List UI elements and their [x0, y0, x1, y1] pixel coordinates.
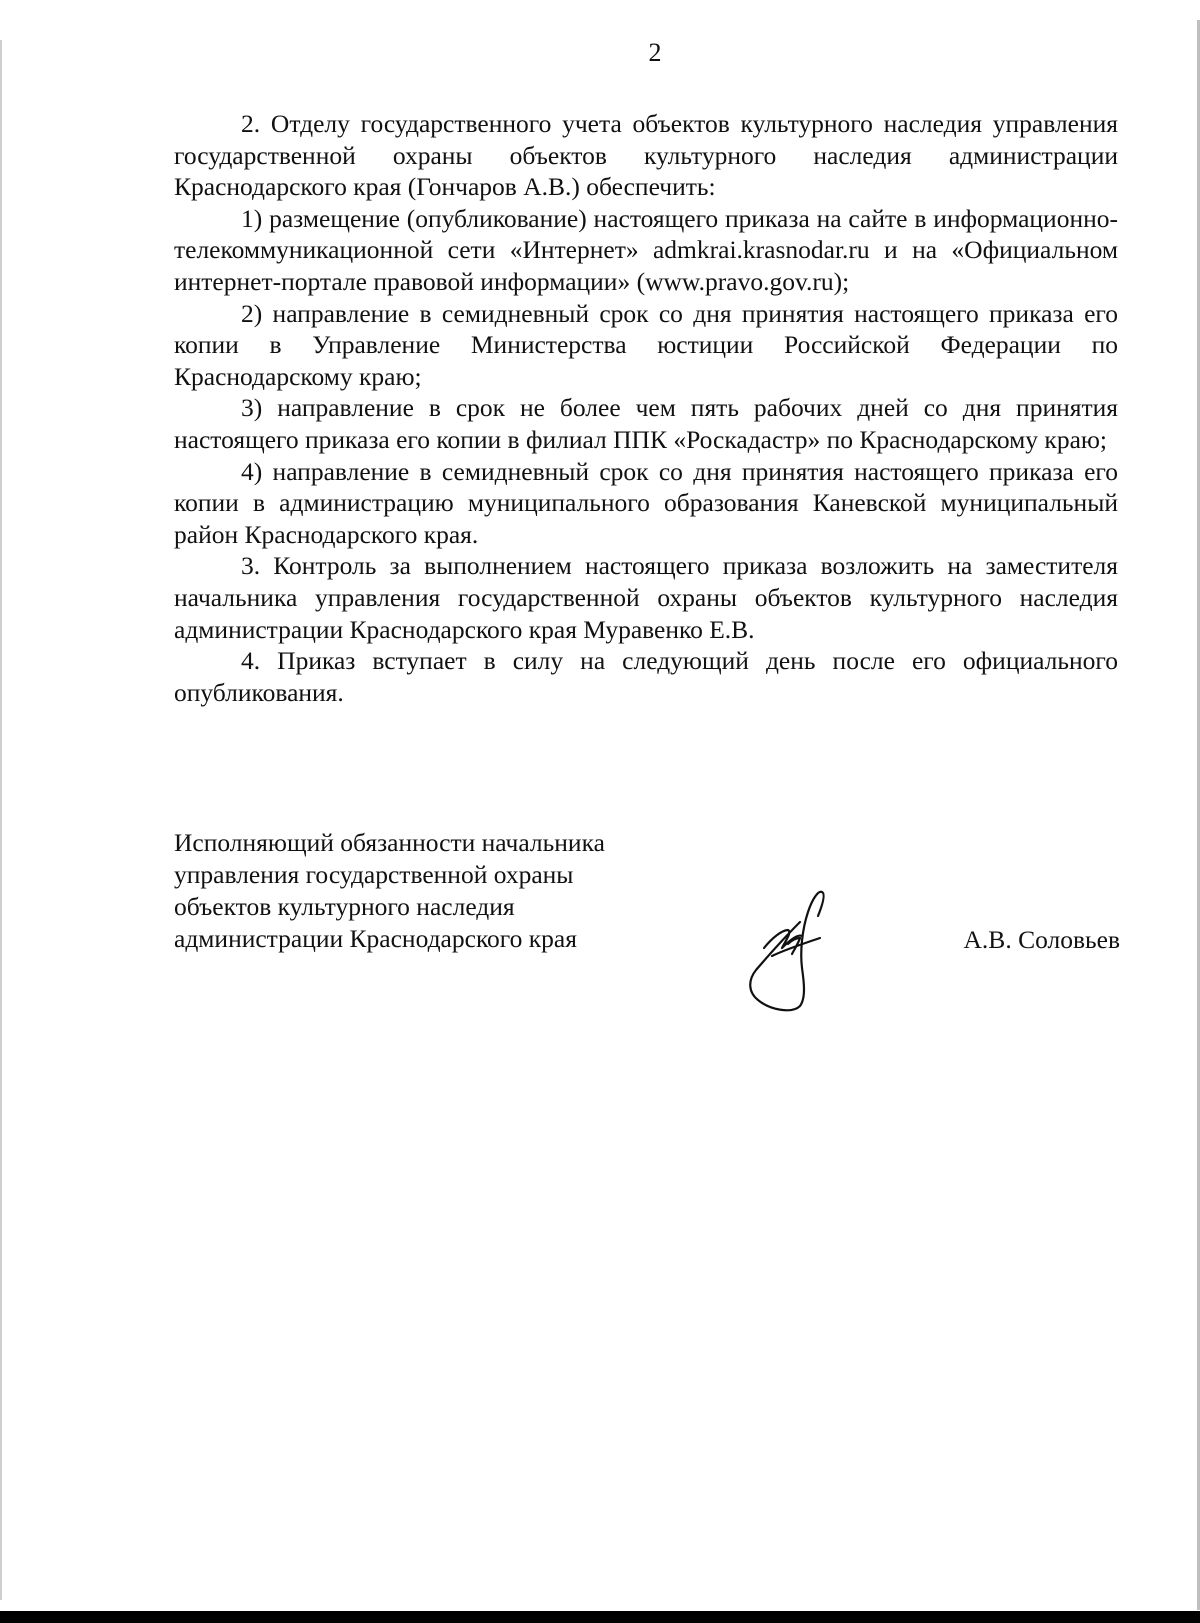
paragraph-subitem-3: 3) направление в срок не более чем пять рабочих дней со дня принятия настоящего приказа его копии в филиал ППК «Роскадастр» по Краснодарскому краю;	[174, 393, 1118, 454]
paragraph-item-3: 3. Контроль за выполнением настоящего приказа возложить на заместителя начальника управления государственной охраны объектов культурного наследия администрации Краснодарского края Муравенко Е.В.	[174, 551, 1118, 644]
paragraph-subitem-1: 1) размещение (опубликование) настоящего приказа на сайте в информационно-телекоммуникационной сети «Интернет» admkrai.krasnodar.ru и на «Официальном интернет-портале правовой информации» (www.pravo.gov.ru);	[174, 203, 1118, 296]
position-line: управления государственной охраны	[174, 860, 574, 889]
signer-name: А.В. Соловьев	[963, 925, 1120, 954]
position-line: объектов культурного наследия	[174, 892, 515, 921]
scan-border-left	[0, 40, 2, 1600]
signatory-position	[174, 827, 694, 955]
paragraph-item-2: 2. Отделу государственного учета объектов культурного наследия управления государственной охраны объектов культурного наследия администрации Краснодарского края (Гончаров А.В.) обеспечить:	[174, 109, 1118, 202]
paragraph-subitem-2: 2) направление в семидневный срок со дня принятия настоящего приказа его копии в Управление Министерства юстиции Российской Федерации по Краснодарскому краю;	[174, 298, 1118, 391]
scan-border-bottom	[0, 1611, 1200, 1623]
paragraph-subitem-4: 4) направление в семидневный срок со дня принятия настоящего приказа его копии в администрацию муниципального образования Каневской муниципальный район Краснодарского края.	[174, 456, 1118, 549]
page-number: 2	[648, 38, 662, 67]
paragraph-item-4: 4. Приказ вступает в силу на следующий день после его официального опубликования.	[174, 646, 1118, 707]
position-line: Исполняющий обязанности начальника	[174, 828, 605, 857]
order-body	[174, 108, 1118, 708]
position-line: администрации Краснодарского края	[174, 924, 577, 953]
handwritten-signature	[742, 878, 862, 1014]
